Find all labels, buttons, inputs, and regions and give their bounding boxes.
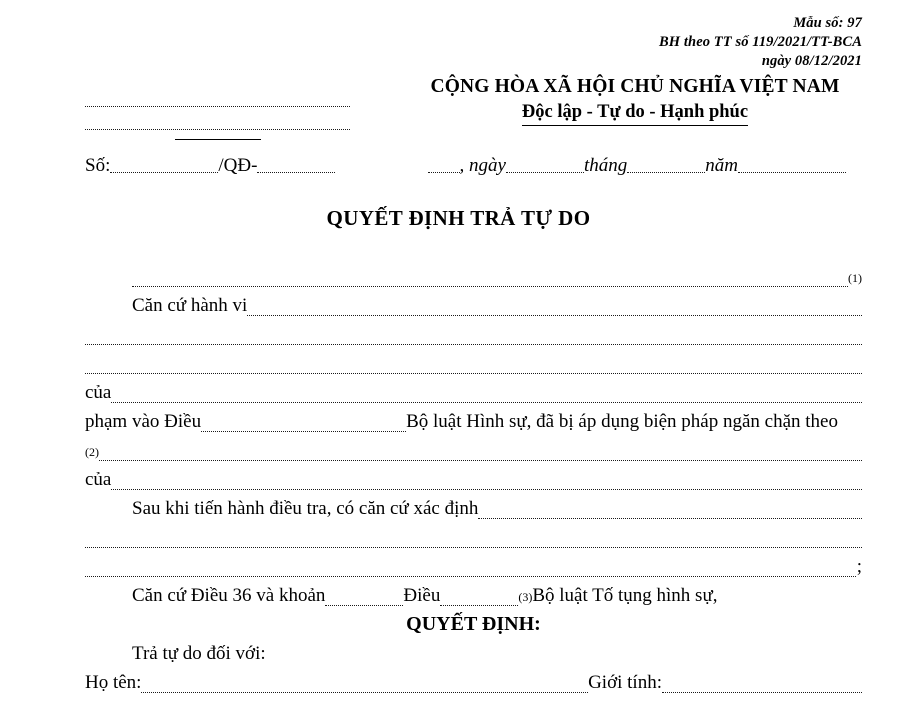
free-blank-3[interactable] [85, 547, 862, 548]
free-blank-1[interactable] [85, 344, 862, 345]
document-number-line [85, 155, 330, 177]
measure-blank[interactable] [99, 460, 862, 461]
body-line-blank-2 [85, 349, 862, 378]
penal-code-clause: Bộ luật Hình sự, đã bị áp dụng biện pháp ngăn chặn theo [406, 411, 838, 432]
of-blank-2[interactable] [111, 489, 862, 490]
of-blank-1[interactable] [111, 402, 862, 403]
free-blank-2[interactable] [85, 373, 862, 374]
body-line-blank-3 [85, 523, 862, 552]
body-line-basis-article-36 [85, 581, 862, 610]
form-metadata [659, 14, 862, 71]
document-number-separator: /QĐ- [218, 155, 258, 176]
footnote-marker-3: (3) [518, 590, 533, 604]
criminal-procedure-code-label: Bộ luật Tố tụng hình sự, [532, 585, 718, 606]
clause-blank[interactable] [325, 605, 403, 606]
year-blank[interactable] [738, 172, 846, 173]
national-motto: Độc lập - Tự do - Hạnh phúc [522, 102, 748, 126]
day-blank[interactable] [506, 172, 584, 173]
end-semicolon: ; [856, 556, 862, 577]
body-line-note-2 [85, 436, 862, 465]
article-label: Điều [403, 585, 441, 606]
after-investigation-label: Sau khi tiến hành điều tra, có căn cứ xác định [132, 498, 479, 519]
release-for-label: Trả tự do đối với: [132, 643, 266, 664]
issuing-organization-block [85, 84, 350, 140]
month-blank[interactable] [627, 172, 705, 173]
year-label: năm [705, 155, 738, 176]
basis-behavior-blank[interactable] [247, 315, 862, 316]
basis-article-36-label: Căn cứ Điều 36 và khoản [132, 585, 326, 606]
violated-article-blank[interactable] [201, 431, 406, 432]
body-line-subject-1 [85, 262, 862, 291]
form-number: Mẫu số: 97 [793, 15, 862, 31]
page-title: QUYẾT ĐỊNH TRẢ TỰ DO [326, 206, 591, 230]
form-issuing-circular: BH theo TT số 119/2021/TT-BCA [659, 34, 862, 50]
month-label: tháng [583, 155, 628, 176]
gender-label: Giới tính: [588, 672, 662, 693]
organization-line-1[interactable] [85, 84, 350, 107]
organization-underline [175, 139, 261, 140]
country-name: CỘNG HÒA XÃ HỘI CHỦ NGHĨA VIỆT NAM [430, 76, 840, 97]
body-line-violated-article [85, 407, 862, 436]
document-number-suffix-blank[interactable] [257, 172, 335, 173]
document-body [85, 262, 862, 697]
subject-blank-1[interactable] [132, 286, 848, 287]
decision-heading: QUYẾT ĐỊNH: [406, 613, 541, 635]
after-investigation-blank[interactable] [478, 518, 862, 519]
day-label: , ngày [459, 155, 506, 176]
full-name-blank[interactable] [141, 692, 588, 693]
body-line-after-investigation [85, 494, 862, 523]
document-number-label: Số: [85, 155, 111, 176]
basis-behavior-label: Căn cứ hành vi [132, 295, 248, 316]
article-blank[interactable] [440, 605, 518, 606]
body-line-basis-behavior [85, 291, 862, 320]
place-blank[interactable] [428, 172, 460, 173]
footnote-marker-2: (2) [85, 445, 99, 459]
of-label-1: của [85, 382, 112, 403]
of-label-2: của [85, 469, 112, 490]
body-line-of-2 [85, 465, 862, 494]
full-name-label: Họ tên: [85, 672, 142, 693]
body-line-identity [85, 668, 862, 697]
place-date-line [428, 155, 846, 177]
violated-article-label: phạm vào Điều [85, 411, 202, 432]
body-line-blank-4 [85, 552, 862, 581]
footnote-marker-1: (1) [848, 271, 862, 285]
document-number-blank[interactable] [110, 172, 218, 173]
free-blank-4[interactable] [85, 576, 856, 577]
body-line-blank-1 [85, 320, 862, 349]
form-issue-date: ngày 08/12/2021 [761, 53, 862, 69]
organization-line-2[interactable] [85, 107, 350, 130]
body-line-of-1 [85, 378, 862, 407]
gender-blank[interactable] [662, 692, 862, 693]
national-heading [425, 76, 845, 126]
